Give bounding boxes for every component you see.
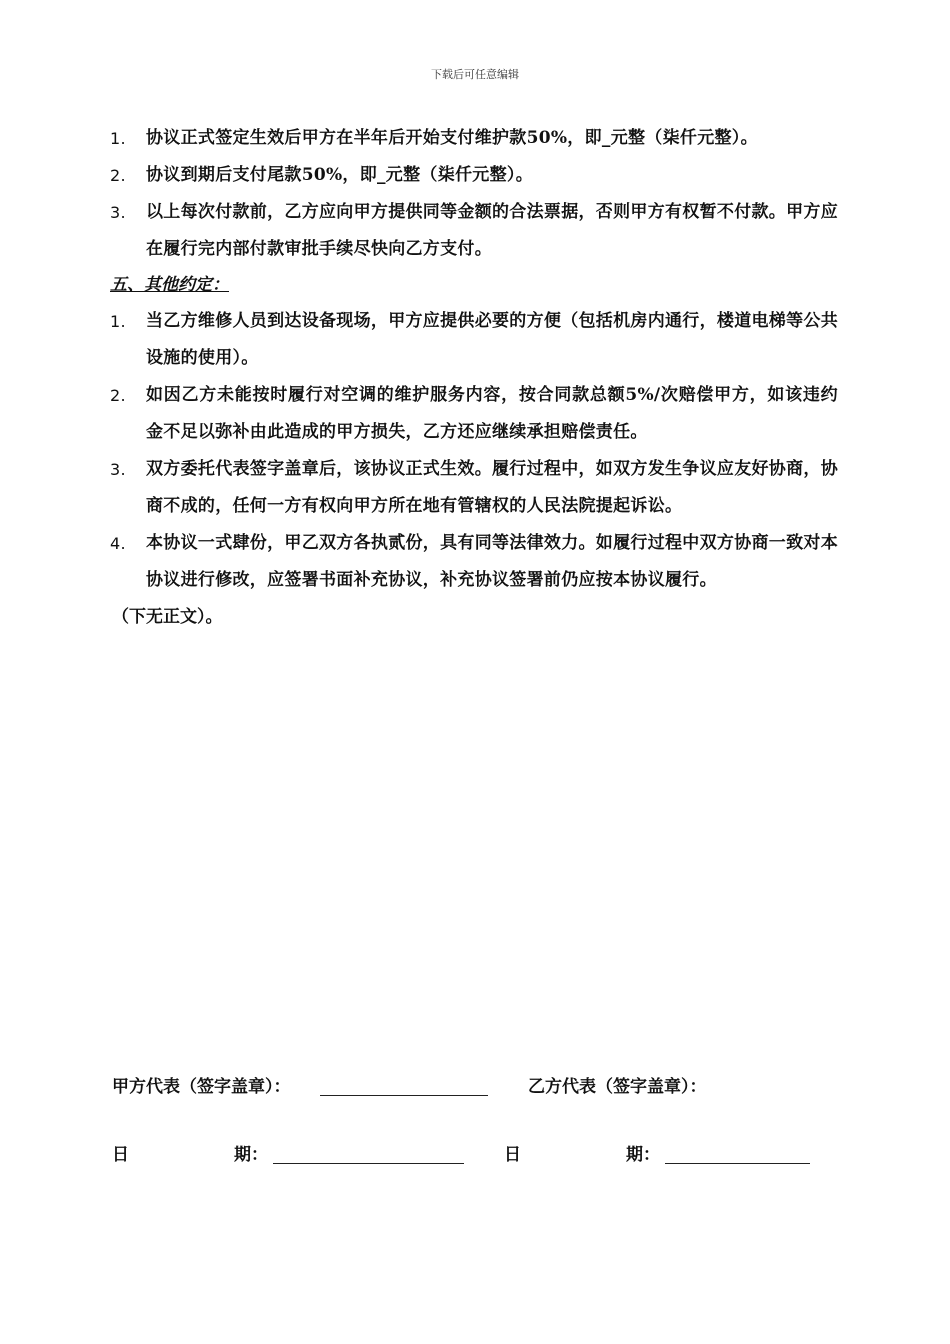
other-terms-list xyxy=(110,303,838,599)
item-number: 3. xyxy=(110,203,126,222)
item-text: 协议正式签定生效后甲方在半年后开始支付维护款50%，即_元整（柒仟元整）。 xyxy=(146,128,758,148)
item-text: 当乙方维修人员到达设备现场，甲方应提供必要的方便（包括机房内通行，楼道电梯等公共设施的使用）。 xyxy=(146,311,838,368)
list-item xyxy=(110,377,838,451)
item-text: 如因乙方未能按时履行对空调的维护服务内容，按合同款总额5%/次赔偿甲方，如该违约金不足以弥补由此造成的甲方损失，乙方还应继续承担赔偿责任。 xyxy=(146,385,838,442)
signature-row xyxy=(112,1072,842,1102)
item-number: 2. xyxy=(110,166,126,185)
date-a-label-char2: 期： xyxy=(234,1145,268,1165)
item-number: 3. xyxy=(110,460,126,479)
item-number: 1. xyxy=(110,312,126,331)
date-a-line[interactable] xyxy=(273,1163,464,1164)
list-item xyxy=(110,525,838,599)
date-row xyxy=(112,1140,842,1170)
party-a-signature-line[interactable] xyxy=(320,1095,488,1096)
list-item xyxy=(110,120,838,157)
date-b-label-char2: 期： xyxy=(626,1145,660,1165)
date-b-label-char1: 日 xyxy=(504,1145,521,1165)
item-text: 以上每次付款前，乙方应向甲方提供同等金额的合法票据，否则甲方有权暂不付款。甲方应在履行完内部付款审批手续尽快向乙方支付。 xyxy=(146,202,838,259)
date-a-label-char1: 日 xyxy=(112,1145,129,1165)
party-a-signature-label: 甲方代表（签字盖章）： xyxy=(112,1077,291,1097)
item-number: 4. xyxy=(110,534,126,553)
list-item xyxy=(110,194,838,268)
list-item xyxy=(110,157,838,194)
party-b-signature-label: 乙方代表（签字盖章）： xyxy=(528,1077,707,1097)
payment-terms-list xyxy=(110,120,838,268)
item-number: 1. xyxy=(110,129,126,148)
item-text: 协议到期后支付尾款50%，即_元整（柒仟元整）。 xyxy=(146,165,534,185)
document-body xyxy=(110,120,838,635)
item-number: 2. xyxy=(110,386,126,405)
item-text: 本协议一式肆份，甲乙双方各执贰份，具有同等法律效力。如履行过程中双方协商一致对本协议进行修改，应签署书面补充协议，补充协议签署前仍应按本协议履行。 xyxy=(146,533,838,590)
end-note: （下无正文）。 xyxy=(112,607,223,627)
section-title: 五、其他约定： xyxy=(110,275,229,295)
date-b-line[interactable] xyxy=(665,1163,810,1164)
list-item xyxy=(110,451,838,525)
page-header: 下载后可任意编辑 xyxy=(431,68,519,81)
item-text: 双方委托代表签字盖章后，该协议正式生效。履行过程中，如双方发生争议应友好协商，协商不成的，任何一方有权向甲方所在地有管辖权的人民法院提起诉讼。 xyxy=(146,459,838,516)
list-item xyxy=(110,303,838,377)
